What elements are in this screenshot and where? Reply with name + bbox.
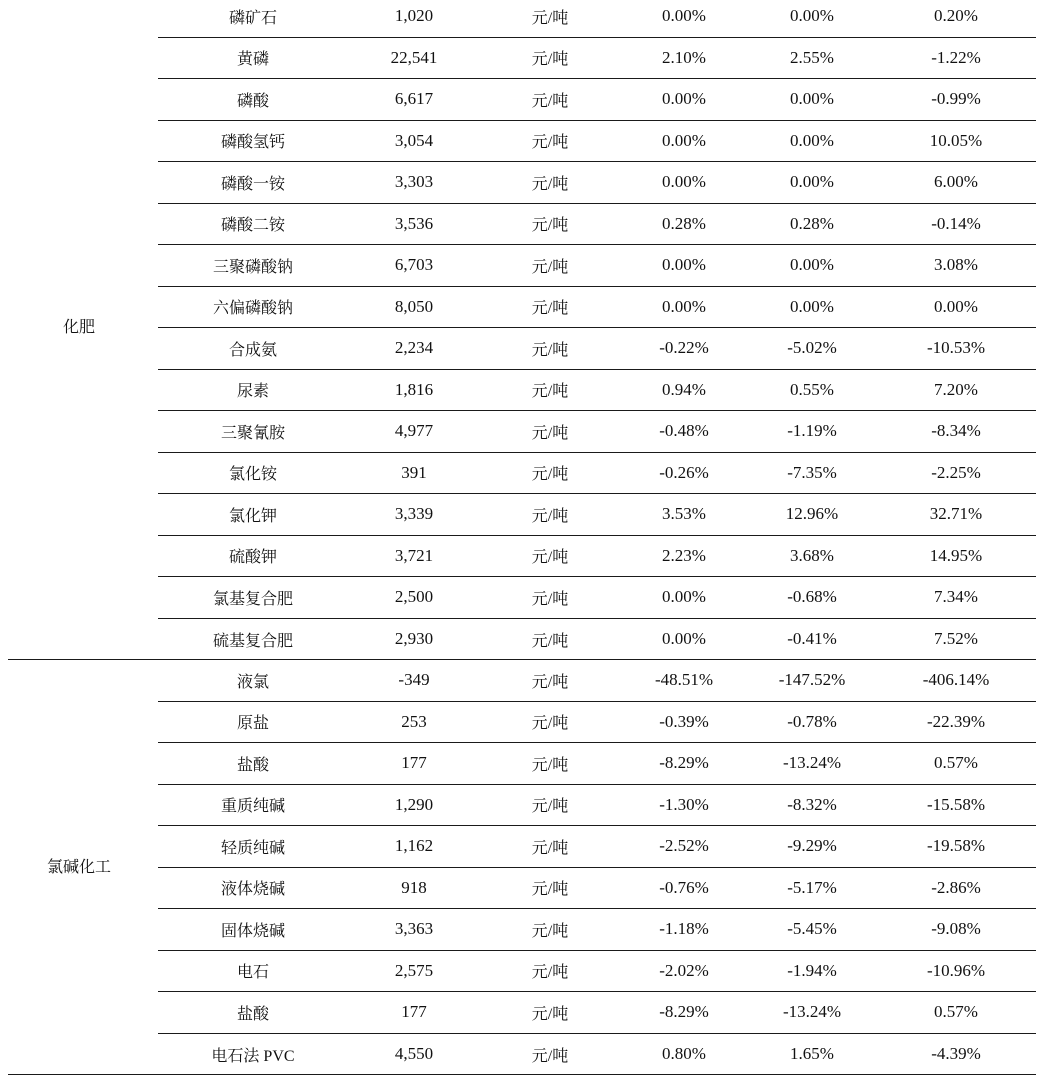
cell-p1: 2.23% [662, 545, 706, 565]
table-row [158, 411, 1036, 453]
table-row [158, 162, 1036, 204]
cell-unit: 元/吨 [531, 175, 569, 193]
table-row [158, 121, 1036, 163]
group-divider [8, 1074, 1036, 1075]
cell-price: 4,977 [394, 421, 434, 441]
cell-unit: 元/吨 [531, 964, 569, 982]
cell-unit: 元/吨 [531, 1005, 569, 1023]
cell-price: 2,575 [394, 960, 434, 980]
cell-p3: 7.52% [934, 629, 978, 649]
cell-price: 1,020 [394, 6, 434, 26]
table-row [158, 868, 1036, 910]
cell-p3: -10.96% [926, 960, 986, 980]
cell-unit: 元/吨 [531, 507, 569, 525]
cell-name: 液体烧碱 [220, 881, 285, 899]
cell-p1: -8.29% [659, 753, 709, 773]
cell-price: 3,303 [394, 172, 434, 192]
cell-unit: 元/吨 [531, 217, 569, 235]
cell-name: 电石法 PVC [211, 1047, 295, 1065]
cell-unit: 元/吨 [531, 341, 569, 359]
cell-unit: 元/吨 [531, 51, 569, 69]
cell-p3: 0.00% [934, 296, 978, 316]
cell-p2: -5.02% [787, 338, 837, 358]
cell-name: 三聚氰胺 [220, 424, 285, 442]
cell-unit: 元/吨 [531, 549, 569, 567]
table-row [158, 453, 1036, 495]
cell-p1: -0.22% [659, 338, 709, 358]
cell-p3: 0.57% [934, 753, 978, 773]
table-row [158, 0, 1036, 38]
cell-p1: -0.76% [659, 877, 709, 897]
table-row [158, 328, 1036, 370]
table-row [158, 38, 1036, 80]
cell-name: 盐酸 [236, 1005, 269, 1023]
cell-p3: 14.95% [929, 545, 983, 565]
cell-p2: 0.55% [790, 379, 834, 399]
cell-price: 4,550 [394, 1044, 434, 1064]
cell-p1: -0.39% [659, 711, 709, 731]
cell-name: 轻质纯碱 [220, 839, 285, 857]
cell-name: 尿素 [236, 383, 269, 401]
table-row [158, 536, 1036, 578]
table-row [158, 494, 1036, 536]
table-row [158, 1034, 1036, 1076]
cell-unit: 元/吨 [531, 798, 569, 816]
cell-p2: 2.55% [790, 47, 834, 67]
cell-name: 硫基复合肥 [212, 632, 293, 650]
table-row [158, 951, 1036, 993]
cell-p2: 0.00% [790, 6, 834, 26]
cell-name: 原盐 [236, 715, 269, 733]
table-row [158, 370, 1036, 412]
cell-name: 硫酸钾 [228, 549, 277, 567]
cell-name: 磷酸二铵 [220, 217, 285, 235]
cell-price: 918 [401, 877, 427, 897]
cell-unit: 元/吨 [531, 632, 569, 650]
cell-price: 1,290 [394, 794, 434, 814]
cell-unit: 元/吨 [531, 715, 569, 733]
cell-p1: 2.10% [662, 47, 706, 67]
cell-price: 2,930 [394, 629, 434, 649]
cell-unit: 元/吨 [531, 424, 569, 442]
cell-p2: -0.78% [787, 711, 837, 731]
cell-p2: -7.35% [787, 462, 837, 482]
cell-unit: 元/吨 [531, 258, 569, 276]
cell-p1: 0.00% [662, 629, 706, 649]
cell-name: 磷酸氢钙 [220, 134, 285, 152]
cell-p2: 0.00% [790, 130, 834, 150]
cell-p2: -1.19% [787, 421, 837, 441]
cell-p1: 0.00% [662, 130, 706, 150]
cell-p1: 0.28% [662, 213, 706, 233]
table-row [158, 660, 1036, 702]
cell-unit: 元/吨 [531, 9, 569, 27]
cell-p2: 0.00% [790, 296, 834, 316]
cell-p3: -1.22% [931, 47, 981, 67]
cell-p1: -48.51% [654, 670, 714, 690]
cell-p1: -2.52% [659, 836, 709, 856]
cell-price: 1,162 [394, 836, 434, 856]
cell-p2: -9.29% [787, 836, 837, 856]
cell-p1: 0.00% [662, 296, 706, 316]
cell-p1: 0.00% [662, 89, 706, 109]
cell-p1: 0.94% [662, 379, 706, 399]
group-label: 氯碱化工 [46, 858, 111, 876]
cell-price: 3,363 [394, 919, 434, 939]
cell-price: 177 [401, 1002, 427, 1022]
table-row [158, 702, 1036, 744]
cell-price: 391 [401, 462, 427, 482]
cell-price: 3,054 [394, 130, 434, 150]
cell-name: 固体烧碱 [220, 922, 285, 940]
cell-name: 盐酸 [236, 756, 269, 774]
cell-p2: -147.52% [778, 670, 846, 690]
cell-price: -349 [398, 670, 430, 690]
cell-price: 3,536 [394, 213, 434, 233]
cell-p3: 0.20% [934, 6, 978, 26]
cell-p2: -0.68% [787, 587, 837, 607]
cell-p3: -19.58% [926, 836, 986, 856]
cell-price: 253 [401, 711, 427, 731]
table-row [158, 204, 1036, 246]
cell-p1: 0.80% [662, 1044, 706, 1064]
cell-p1: 3.53% [662, 504, 706, 524]
cell-p3: -10.53% [926, 338, 986, 358]
cell-unit: 元/吨 [531, 922, 569, 940]
cell-p3: 7.34% [934, 587, 978, 607]
cell-unit: 元/吨 [531, 383, 569, 401]
cell-p2: 0.28% [790, 213, 834, 233]
cell-p3: -15.58% [926, 794, 986, 814]
cell-price: 3,721 [394, 545, 434, 565]
cell-p2: 0.00% [790, 255, 834, 275]
cell-name: 电石 [236, 964, 269, 982]
cell-unit: 元/吨 [531, 590, 569, 608]
cell-name: 磷酸一铵 [220, 175, 285, 193]
cell-price: 2,500 [394, 587, 434, 607]
cell-p1: 0.00% [662, 255, 706, 275]
table-row [158, 79, 1036, 121]
cell-p1: 0.00% [662, 587, 706, 607]
cell-name: 三聚磷酸钠 [212, 258, 293, 276]
cell-p3: -0.14% [931, 213, 981, 233]
cell-p1: -0.48% [659, 421, 709, 441]
cell-price: 22,541 [390, 47, 438, 67]
cell-name: 氯化铵 [228, 466, 277, 484]
cell-p3: -2.86% [931, 877, 981, 897]
group-label: 化肥 [62, 319, 95, 336]
cell-name: 六偏磷酸钠 [212, 300, 293, 318]
cell-price: 6,617 [394, 89, 434, 109]
cell-p2: -13.24% [782, 753, 842, 773]
cell-p2: 12.96% [785, 504, 839, 524]
cell-p3: 10.05% [929, 130, 983, 150]
cell-p3: 0.57% [934, 1002, 978, 1022]
cell-name: 磷酸 [236, 92, 269, 110]
cell-p2: -8.32% [787, 794, 837, 814]
cell-unit: 元/吨 [531, 756, 569, 774]
cell-p1: -1.30% [659, 794, 709, 814]
cell-p2: -5.45% [787, 919, 837, 939]
cell-p3: -406.14% [922, 670, 990, 690]
cell-unit: 元/吨 [531, 300, 569, 318]
cell-unit: 元/吨 [531, 92, 569, 110]
cell-unit: 元/吨 [531, 673, 569, 691]
table-row [158, 826, 1036, 868]
cell-p3: -2.25% [931, 462, 981, 482]
table-row [158, 619, 1036, 661]
cell-p3: 3.08% [934, 255, 978, 275]
table-row [158, 743, 1036, 785]
cell-name: 氯基复合肥 [212, 590, 293, 608]
cell-p1: -0.26% [659, 462, 709, 482]
table-row [158, 909, 1036, 951]
cell-name: 磷矿石 [228, 9, 277, 27]
cell-price: 1,816 [394, 379, 434, 399]
cell-name: 黄磷 [236, 51, 269, 69]
cell-p2: -0.41% [787, 629, 837, 649]
cell-p1: -1.18% [659, 919, 709, 939]
cell-p3: 7.20% [934, 379, 978, 399]
cell-p1: -2.02% [659, 960, 709, 980]
cell-p3: 6.00% [934, 172, 978, 192]
cell-unit: 元/吨 [531, 466, 569, 484]
cell-p2: 1.65% [790, 1044, 834, 1064]
cell-p3: -4.39% [931, 1044, 981, 1064]
cell-p2: -5.17% [787, 877, 837, 897]
cell-unit: 元/吨 [531, 134, 569, 152]
cell-price: 3,339 [394, 504, 434, 524]
cell-p3: -9.08% [931, 919, 981, 939]
cell-p1: -8.29% [659, 1002, 709, 1022]
cell-unit: 元/吨 [531, 839, 569, 857]
cell-p3: -22.39% [926, 711, 986, 731]
table-row [158, 785, 1036, 827]
cell-p1: 0.00% [662, 6, 706, 26]
table-row [158, 992, 1036, 1034]
cell-price: 2,234 [394, 338, 434, 358]
table-row [158, 245, 1036, 287]
cell-unit: 元/吨 [531, 1047, 569, 1065]
cell-price: 6,703 [394, 255, 434, 275]
cell-p1: 0.00% [662, 172, 706, 192]
cell-p3: -0.99% [931, 89, 981, 109]
cell-p2: -1.94% [787, 960, 837, 980]
table-row [158, 287, 1036, 329]
cell-p2: 3.68% [790, 545, 834, 565]
cell-name: 重质纯碱 [220, 798, 285, 816]
cell-p2: 0.00% [790, 172, 834, 192]
cell-name: 液氯 [236, 673, 269, 691]
cell-price: 8,050 [394, 296, 434, 316]
cell-p2: -13.24% [782, 1002, 842, 1022]
cell-name: 氯化钾 [228, 507, 277, 525]
cell-p2: 0.00% [790, 89, 834, 109]
cell-unit: 元/吨 [531, 881, 569, 899]
cell-price: 177 [401, 753, 427, 773]
cell-p3: 32.71% [929, 504, 983, 524]
cell-name: 合成氨 [228, 341, 277, 359]
table-row [158, 577, 1036, 619]
cell-p3: -8.34% [931, 421, 981, 441]
